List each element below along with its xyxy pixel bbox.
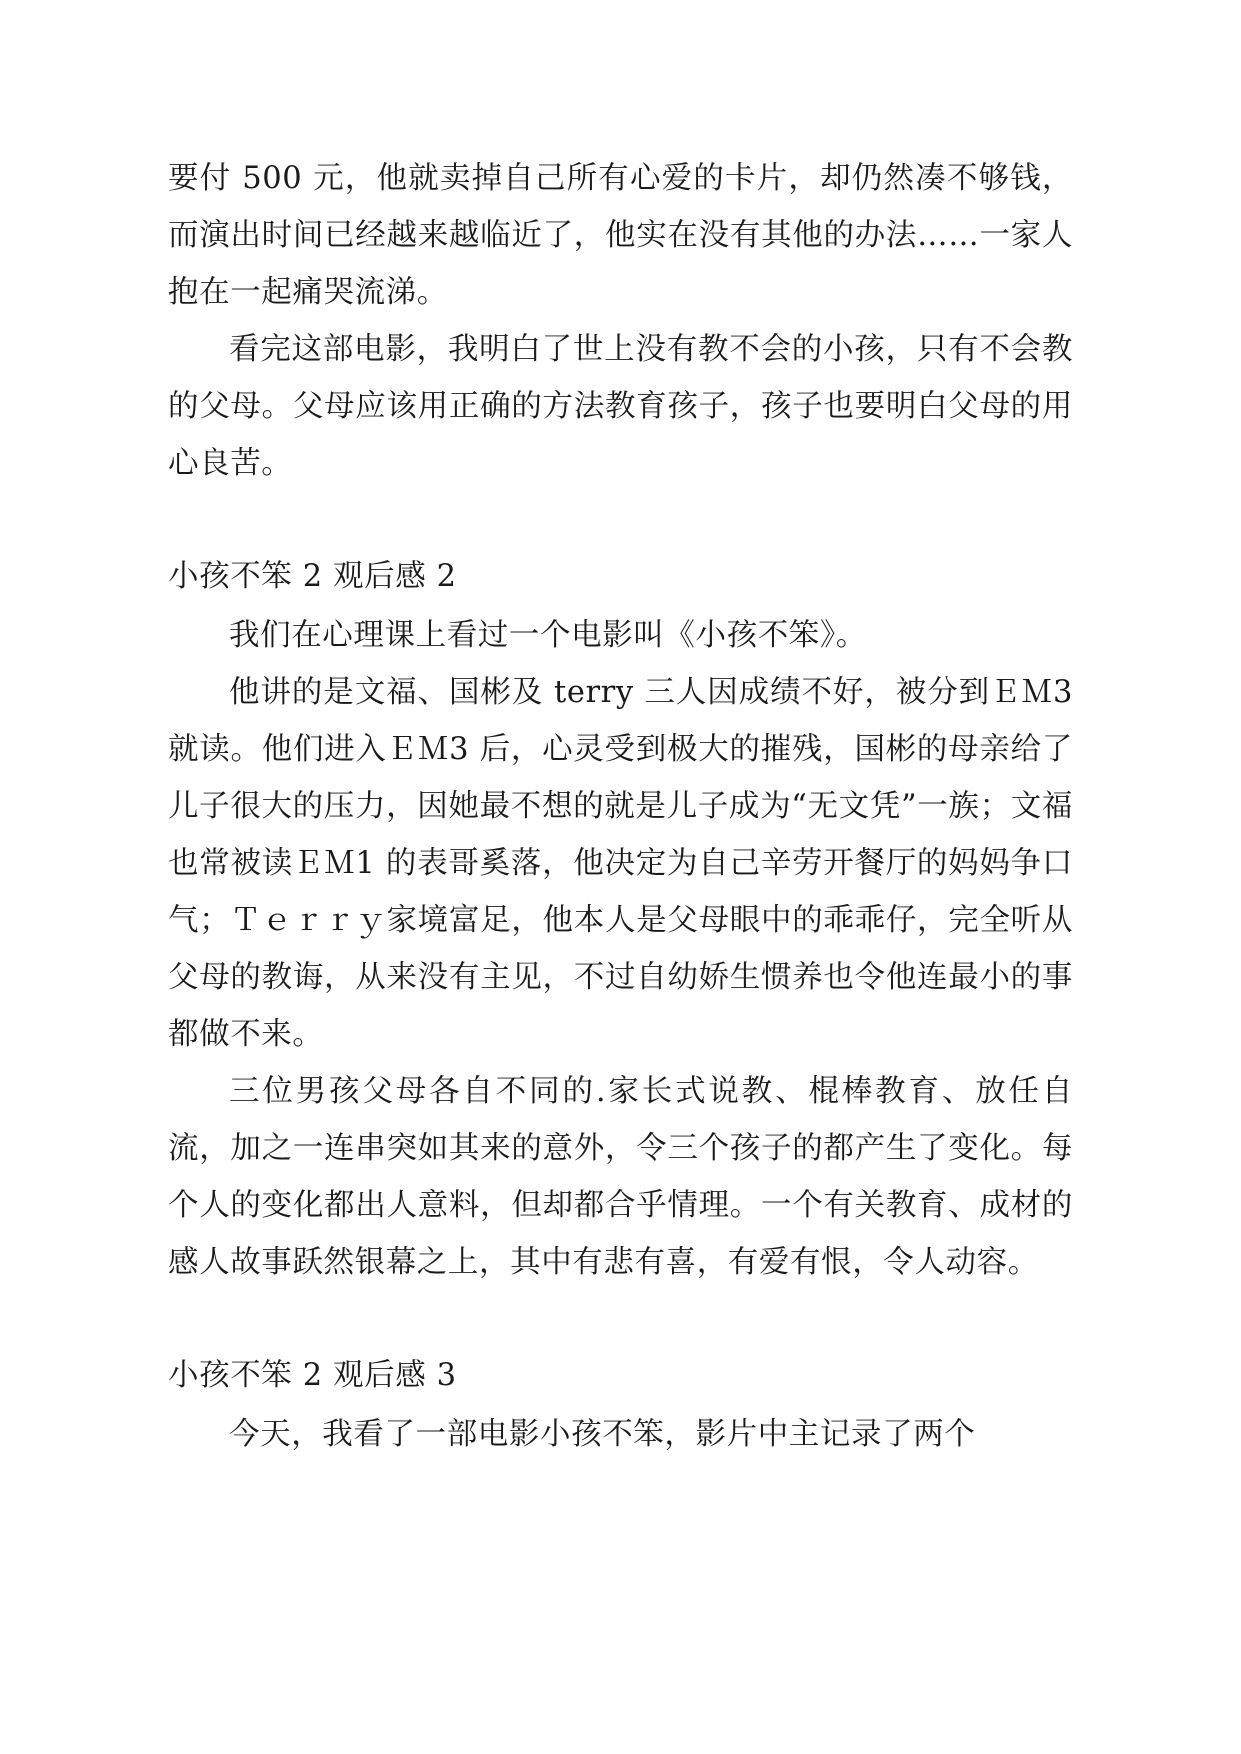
paragraph: 三位男孩父母各自不同的.家长式说教、棍棒教育、放任自流，加之一连串突如其来的意外，令三个孩子的都产生了变化。每个人的变化都出人意料，但却都合乎情理。一个有关教育、成材的感人故事跃然银幕之上，其中有悲有喜，有爱有恨，令人动容。 (168, 1074, 1073, 1280)
paragraph: 我们在心理课上看过一个电影叫《小孩不笨》。 (229, 618, 867, 653)
paragraph-continued: 要付 500 元，他就卖掉自己所有心爱的卡片，却仍然凑不够钱，而演出时间已经越来越临近了，他实在没有其他的办法……一家人抱在一起痛哭流涕。 (168, 161, 1073, 310)
paragraph: 今天，我看了一部电影小孩不笨，影片中主记录了两个 (229, 1417, 976, 1452)
document-body (168, 150, 1073, 1463)
paragraph: 看完这部电影，我明白了世上没有教不会的小孩，只有不会教的父母。父母应该用正确的方法教育孩子，孩子也要明白父母的用心良苦。 (168, 332, 1073, 481)
section-heading: 小孩不笨 2 观后感 3 (168, 1358, 457, 1393)
section-heading: 小孩不笨 2 观后感 2 (168, 559, 457, 594)
paragraph: 他讲的是文福、国彬及 terry 三人因成绩不好，被分到ＥＭ3 就读。他们进入ＥＭ3 后，心灵受到极大的摧残，国彬的母亲给了儿子很大的压力，因她最不想的就是儿子成为“无文凭”一族；文福也常被读ＥＭ1 的表哥奚落，他决定为自己辛劳开餐厅的妈妈争口气；Ｔｅｒｒｙ家境富足，他本人是父母眼中的乖乖仔，完全听从父母的教诲，从来没有主见，不过自幼娇生惯养也令他连最小的事都做不来。 (168, 675, 1073, 1052)
